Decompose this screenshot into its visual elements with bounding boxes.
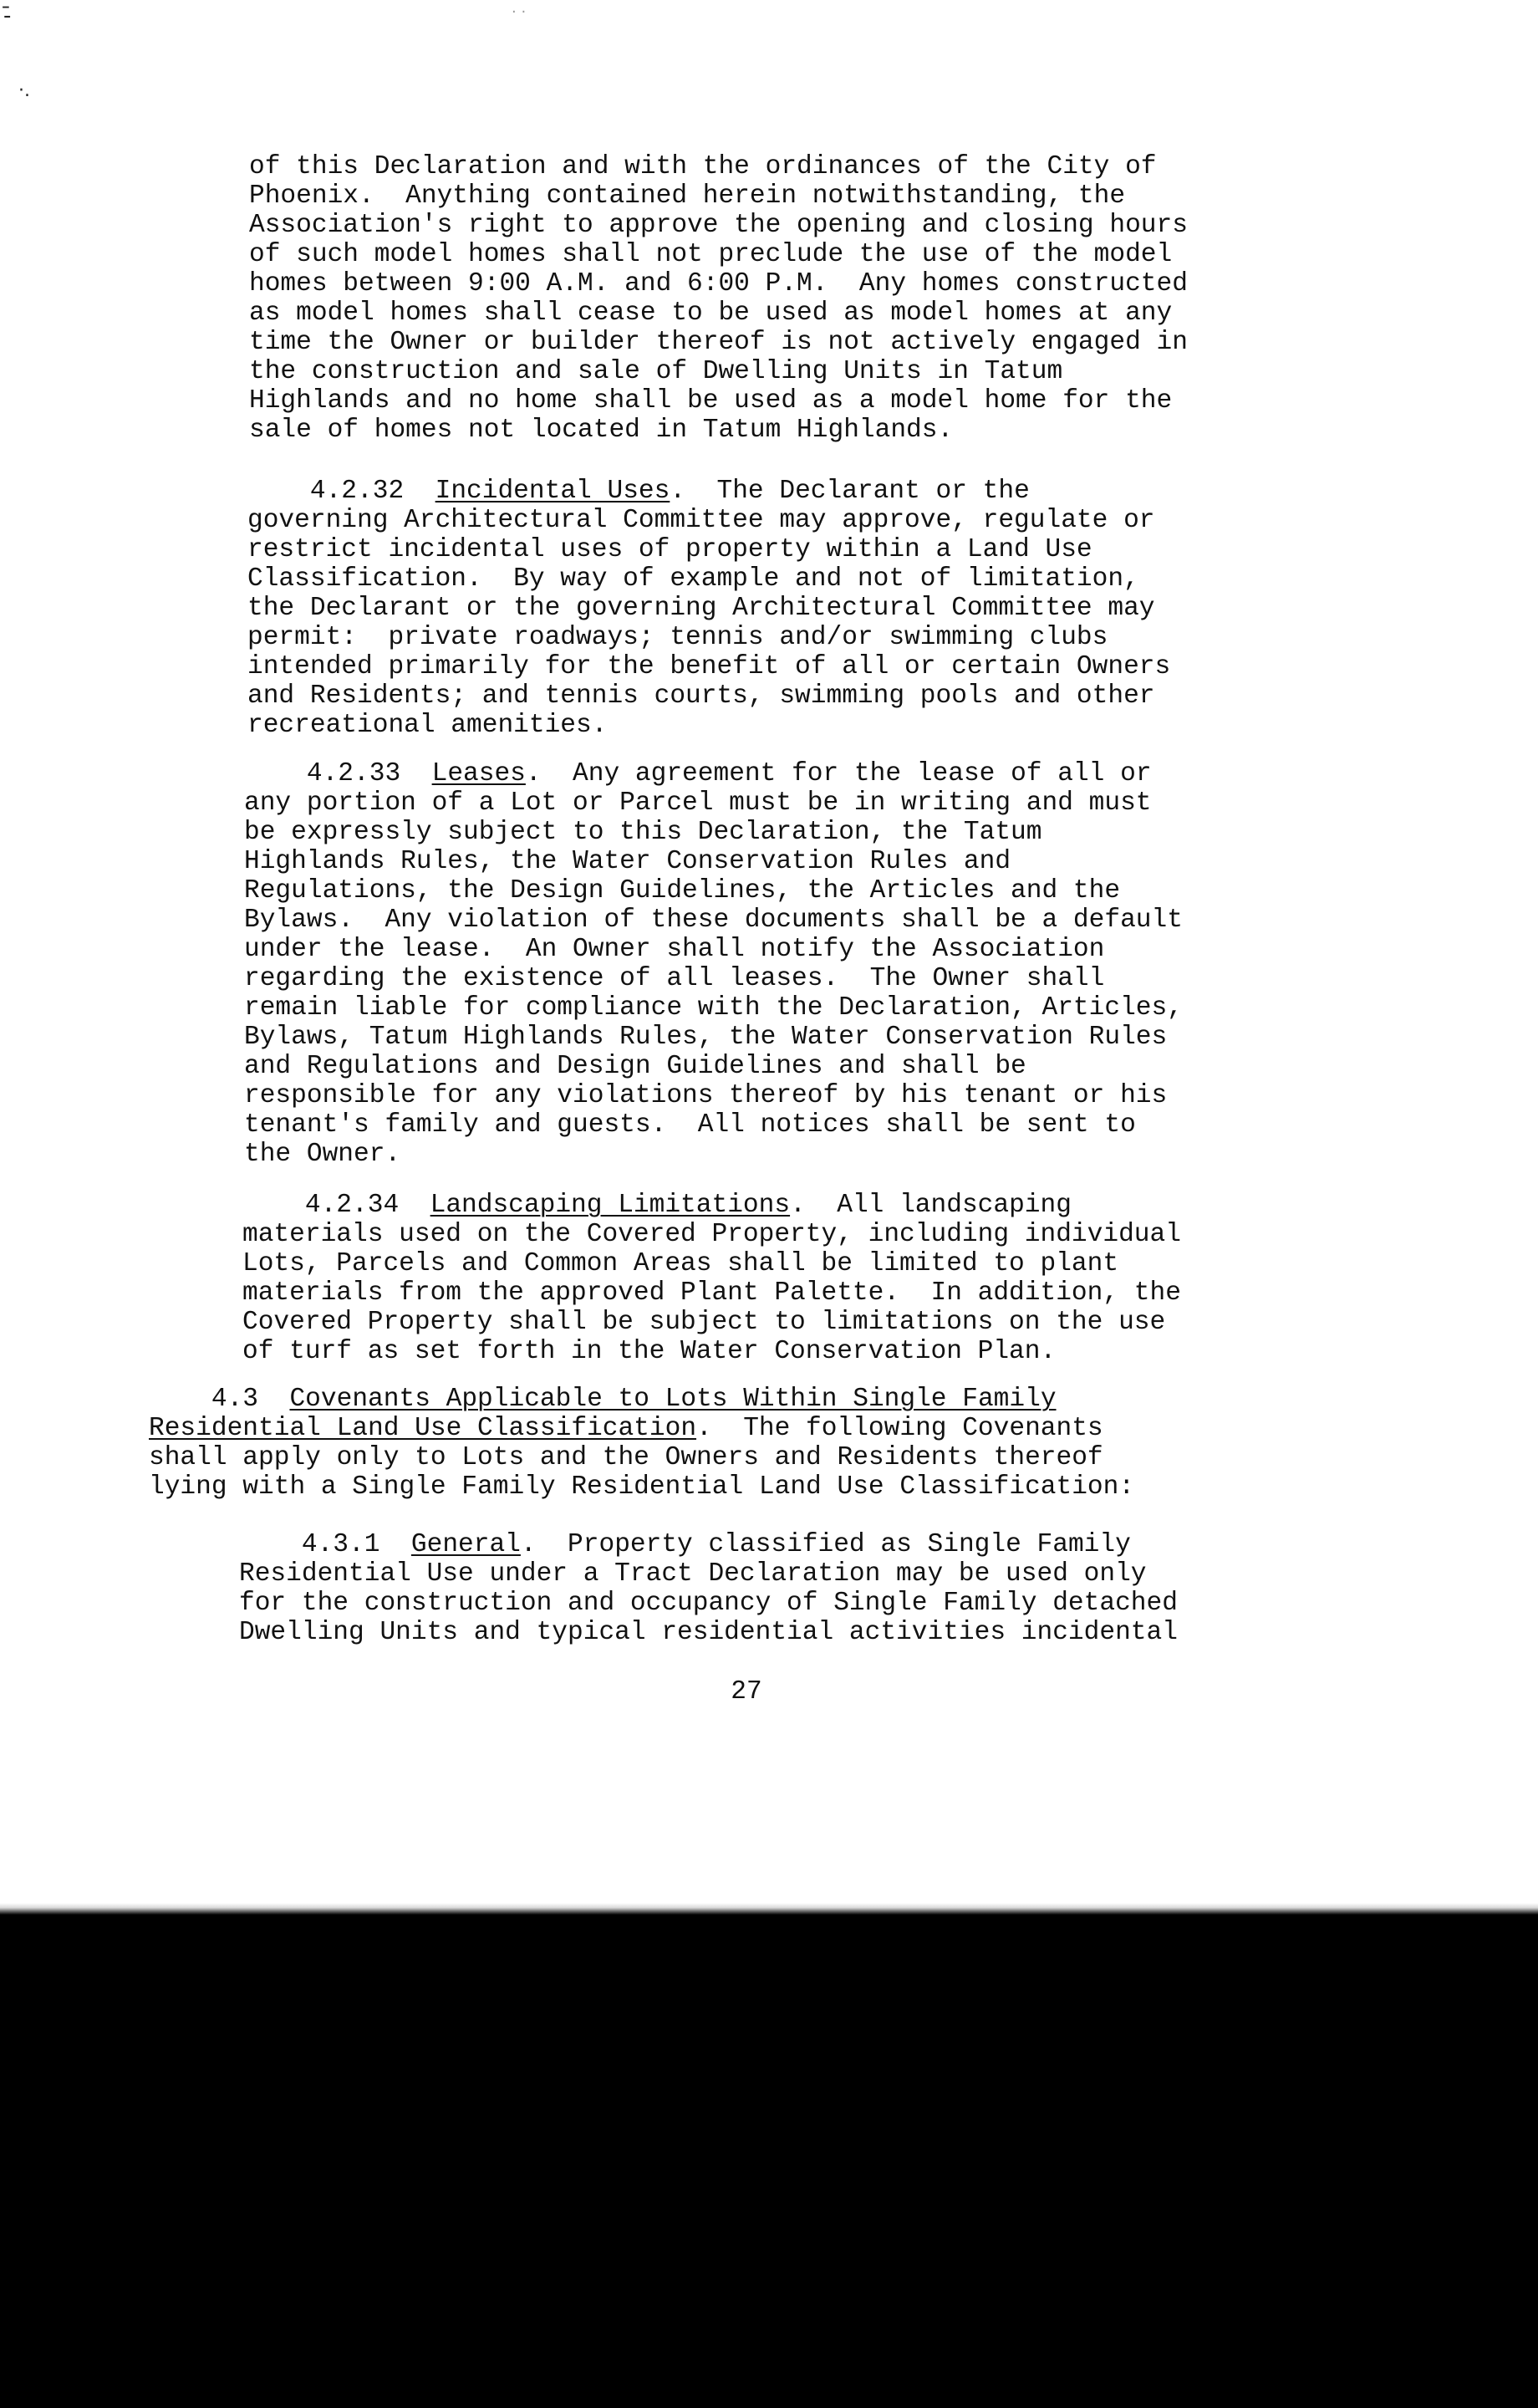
section-heading: Residential Land Use Classification: [149, 1414, 697, 1443]
section-number: 4.3.1: [301, 1530, 380, 1559]
section-number: 4.2.33: [306, 759, 401, 788]
section-number: 4.2.32: [309, 477, 405, 506]
scan-artifact-mark: ·.: [18, 80, 30, 101]
paragraph-continuation: of this Declaration and with the ordinances of the City of Phoenix. Anything contained herein notwithstanding, the Association's right to approve the opening and closing hours of such model homes shall not preclude the use of the model homes between 9:00 A.M. and 6:00 P.M. Any homes constructed as model homes shall cease to be used as model homes at any time the Owner or builder thereof is not actively engaged in the construction and sale of Dwelling Units in Tatum Highlands and no home shall be used as a model home for the sale of homes not located in Tatum Highlands.: [249, 152, 1188, 445]
section-heading: Incidental Uses: [435, 477, 670, 506]
scan-page-edge: [0, 1903, 1538, 1915]
section-heading: Landscaping Limitations: [430, 1191, 791, 1220]
section-number: 4.2.34: [304, 1191, 400, 1220]
section-number: 4.3: [211, 1385, 259, 1414]
section-incidental-uses: 4.2.32 Incidental Uses. The Declarant or the governing Architectural Committee may approve, regulate or restrict incidental uses of property within a Land Use Classification. By way of example and not of limitation, the Declarant or the governing Architectural Committee may permit: private roadways; tennis and/or swimming clubs intended primarily for the benefit of all or certain Owners and Residents; and tennis courts, swimming pools and other recreational amenities.: [247, 477, 1171, 740]
section-heading: Leases: [431, 759, 526, 788]
section-heading: General: [410, 1530, 521, 1559]
section-general: 4.3.1 General. Property classified as Single Family Residential Use under a Tract Declaration may be used only for the construction and occupancy of Single Family detached Dwelling Units and typical residential activities incidental: [239, 1530, 1178, 1647]
section-leases: 4.2.33 Leases. Any agreement for the lease of all or any portion of a Lot or Parcel must be in writing and must be expressly subject to this Declaration, the Tatum Highlands Rules, the Water Conservation Rules and Regulations, the Design Guidelines, the Articles and the Bylaws. Any violation of these documents shall be a default under the lease. An Owner shall notify the Association regarding the existence of all leases. The Owner shall remain liable for compliance with the Declaration, Articles, Bylaws, Tatum Highlands Rules, the Water Conservation Rules and Regulations and Design Guidelines and shall be responsible for any violations thereof by his tenant or his tenant's family and guests. All notices shall be sent to the Owner.: [244, 759, 1183, 1169]
scan-artifact-mark: · ·: [512, 3, 527, 21]
section-covenants-single-family: 4.3 Covenants Applicable to Lots Within Single Family Residential Land Use Classification. The following Covenants shall apply only to Lots and the Owners and Residents thereof lying with a Single Family Residential Land Use Classification:: [149, 1385, 1135, 1502]
scan-artifact-mark: -̄: [3, 3, 12, 28]
page-number: 27: [731, 1677, 762, 1707]
section-heading: Covenants Applicable to Lots Within Single Family: [289, 1385, 1057, 1414]
section-landscaping-limitations: 4.2.34 Landscaping Limitations. All landscaping materials used on the Covered Property, including individual Lots, Parcels and Common Areas shall be limited to plant materials from the approved Plant Palette. In addition, the Covered Property shall be subject to limitations on the use of turf as set forth in the Water Conservation Plan.: [242, 1191, 1181, 1366]
